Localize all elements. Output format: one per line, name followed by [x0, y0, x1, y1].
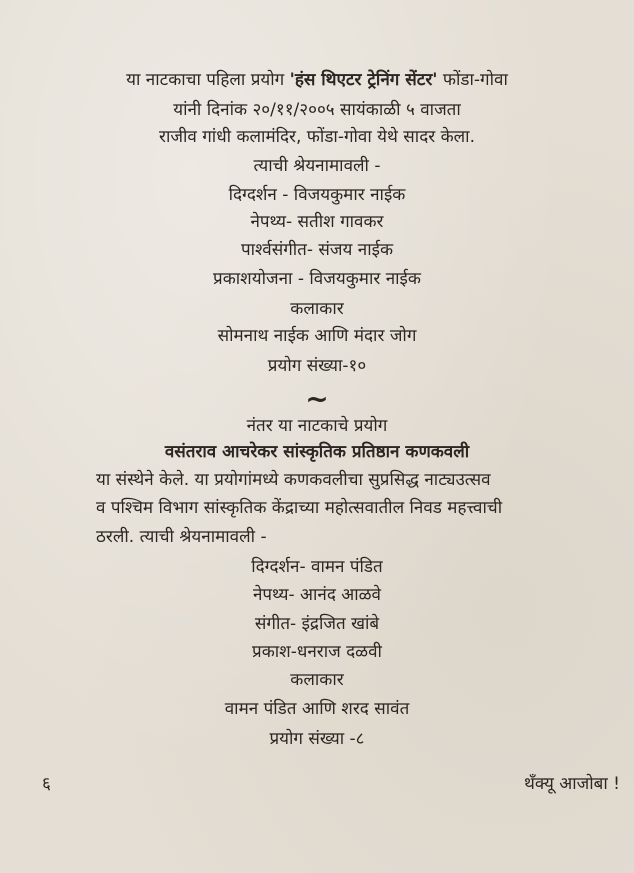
first-production-line-3: राजीव गांधी कलामंदिर, फोंडा-गोवा येथे सादर केला.: [159, 127, 475, 147]
first-performance-count: प्रयोग संख्या-१०: [267, 356, 367, 376]
first-artists: सोमनाथ नाईक आणि मंदार जोग: [217, 326, 417, 346]
first-music-credit: पार्श्वसंगीत- संजय नाईक: [240, 240, 394, 260]
first-artists-heading: कलाकार: [290, 299, 344, 319]
second-production-para-2: व पश्चिम विभाग सांस्कृतिक केंद्राच्या महोत्सवातील निवड महत्त्वाची: [96, 498, 503, 518]
second-artists-heading: कलाकार: [290, 670, 344, 690]
second-set-credit: नेपथ्य- आनंद आळवे: [252, 585, 382, 605]
second-direction-credit: दिग्दर्शन- वामन पंडित: [251, 557, 383, 577]
first-production-line-1: [0, 68, 634, 92]
first-production-line-1-pre: या नाटकाचा पहिला प्रयोग: [126, 70, 290, 90]
running-title: थँक्यू आजोबा !: [524, 774, 620, 794]
section-separator: ~: [305, 382, 329, 415]
second-music-credit: संगीत- इंद्रजित खांबे: [254, 614, 380, 634]
second-production-intro: नंतर या नाटकाचे प्रयोग: [246, 416, 388, 436]
first-direction-credit: दिग्दर्शन - विजयकुमार नाईक: [228, 185, 406, 205]
second-production-para-3: ठरली. त्याची श्रेयनामावली -: [96, 527, 267, 547]
second-production-para-1: या संस्थेने केले. या प्रयोगांमध्ये कणकवलीचा सुप्रसिद्ध नाट्यउत्सव: [96, 470, 491, 490]
first-set-credit: नेपथ्य- सतीश गावकर: [250, 212, 384, 232]
organisation-name: वसंतराव आचरेकर सांस्कृतिक प्रतिष्ठान कणकवली: [164, 442, 470, 462]
page-number: ६: [42, 774, 51, 794]
second-lighting-credit: प्रकाश-धनराज दळवी: [252, 642, 382, 662]
first-production-line-2: यांनी दिनांक २०/११/२००५ सायंकाळी ५ वाजता: [173, 100, 461, 120]
first-credits-heading: त्याची श्रेयनामावली -: [253, 156, 381, 176]
second-artists: वामन पंडित आणि शरद सावंत: [224, 699, 410, 719]
theatre-company-name: 'हंस थिएटर ट्रेनिंग सेंटर': [289, 70, 438, 90]
second-performance-count: प्रयोग संख्या -८: [269, 729, 365, 749]
first-production-line-1-post: फोंडा-गोवा: [437, 70, 508, 90]
first-lighting-credit: प्रकाशयोजना - विजयकुमार नाईक: [213, 269, 421, 289]
